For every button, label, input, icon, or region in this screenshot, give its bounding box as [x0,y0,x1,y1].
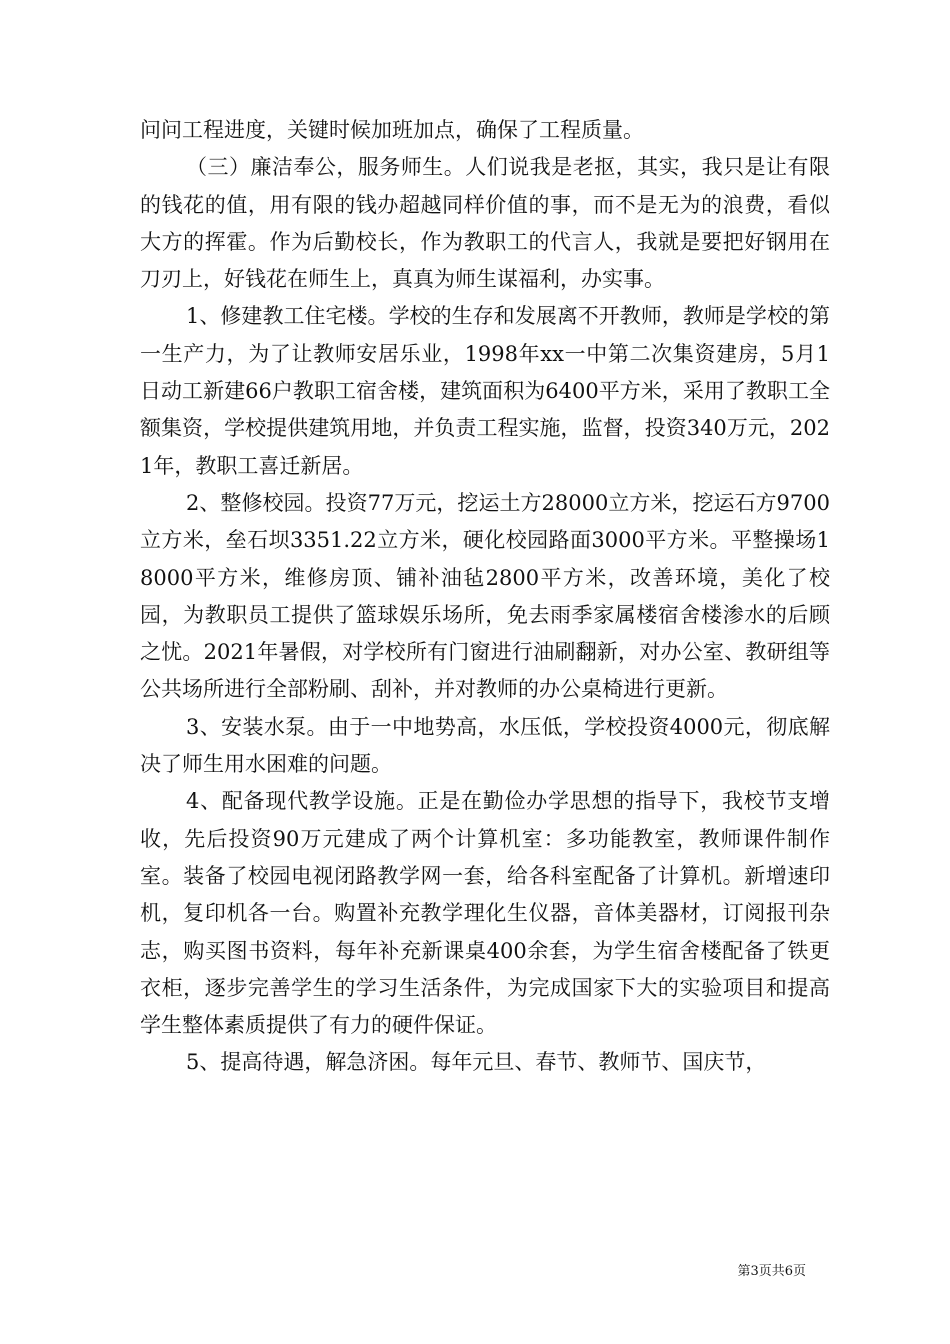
paragraph-item-5: 5、提高待遇，解急济困。每年元旦、春节、教师节、国庆节， [186,1050,767,1075]
paragraph-item-1: 1、修建教工住宅楼。学校的生存和发展离不开教师，教师是学校的第一生产力，为了让教师安居乐业，1998年xx一中第二次集资建房，5月1日动工新建66户教职工宿舍楼，建筑面积为6400平方米，采用了教职工全额集资，学校提供建筑用地，并负责工程实施，监督，投资340万元，2021年，教职工喜迁新居。 [140,304,830,478]
page-indicator: 第3页共6页 [737,1264,806,1279]
paragraph-continuation: 问问工程进度，关键时候加班加点，确保了工程质量。 [140,118,644,142]
paragraph-section-three: （三）廉洁奉公，服务师生。人们说我是老抠，其实，我只是让有限的钱花的值，用有限的钱办超越同样价值的事，而不是无为的浪费，看似大方的挥霍。作为后勤校长，作为教职工的代言人，我就是要把好钢用在刀刃上，好钱花在师生上，真真为师生谋福利，办实事。 [140,155,830,292]
document-body [140,112,830,1082]
paragraph-item-3: 3、安装水泵。由于一中地势高，水压低，学校投资4000元，彻底解决了师生用水困难的问题。 [140,714,830,777]
paragraph-item-4: 4、配备现代教学设施。正是在勤俭办学思想的指导下，我校节支增收，先后投资90万元建成了两个计算机室：多功能教室，教师课件制作室。装备了校园电视闭路教学网一套，给各科室配备了计算机。新增速印机，复印机各一台。购置补充教学理化生仪器，音体美器材，订阅报刊杂志，购买图书资料，每年补充新课桌400余套，为学生宿舍楼配备了铁更衣柜，逐步完善学生的学习生活条件，为完成国家下大的实验项目和提高学生整体素质提供了有力的硬件保证。 [140,789,830,1038]
paragraph-item-2: 2、整修校园。投资77万元，挖运土方28000立方米，挖运石方9700立方米，垒石坝3351.22立方米，硬化校园路面3000平方米。平整操场18000平方米，维修房顶、铺补油毡2800平方米，改善环境，美化了校园，为教职员工提供了篮球娱乐场所，免去雨季家属楼宿舍楼渗水的后顾之忧。2021年暑假，对学校所有门窗进行油刷翻新，对办公室、教研组等公共场所进行全部粉刷、刮补，并对教师的办公桌椅进行更新。 [140,490,830,702]
